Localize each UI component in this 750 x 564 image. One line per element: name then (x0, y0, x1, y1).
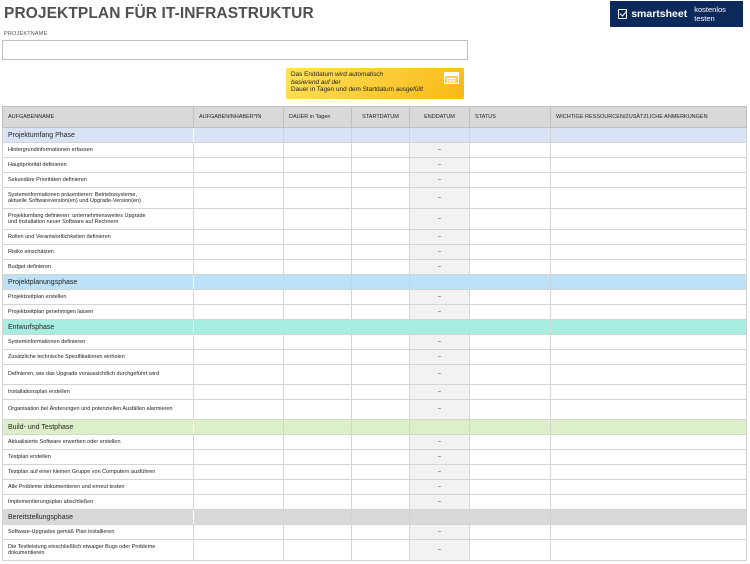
smartsheet-logo-icon (618, 9, 627, 19)
start-date-cell[interactable] (352, 435, 410, 450)
task-name-cell[interactable] (3, 245, 194, 260)
col-header-owner: AUFGABENINHABER*IN (194, 107, 284, 128)
owner-cell[interactable] (194, 143, 284, 158)
status-cell[interactable] (470, 400, 551, 420)
task-name-cell[interactable] (3, 525, 194, 540)
duration-cell[interactable] (284, 230, 352, 245)
notes-cell[interactable] (551, 305, 747, 320)
note-text-1a: Das Enddatum (291, 71, 336, 78)
task-name: Die Testleistung einschließlich etwaiger Bugs oder Probleme (8, 543, 156, 550)
task-name: Hauptpriorität definieren (8, 161, 67, 168)
status-cell[interactable] (470, 435, 551, 450)
duration-cell[interactable] (284, 305, 352, 320)
task-name: Rollen und Verantwortlichkeiten definieren (8, 233, 111, 240)
task-name: Organisation bei Änderungen und potenziellen Ausfällen alarmieren (8, 406, 173, 413)
table-row (3, 540, 747, 561)
task-name: Budget definieren (8, 263, 52, 270)
start-date-cell[interactable] (352, 465, 410, 480)
table-row (3, 143, 747, 158)
col-header-start: STARTDATUM (352, 107, 410, 128)
duration-cell[interactable] (284, 350, 352, 365)
note-text-2: basierend auf der (291, 78, 341, 86)
phase-cell (410, 420, 470, 435)
table-row (3, 245, 747, 260)
notes-cell[interactable] (551, 173, 747, 188)
status-cell[interactable] (470, 188, 551, 209)
note-text-1b: wird automatisch (335, 71, 384, 78)
phase-cell (410, 320, 470, 335)
brand-name: smartsheet (631, 8, 688, 20)
notes-cell[interactable] (551, 385, 747, 400)
table-row (3, 188, 747, 209)
duration-cell[interactable] (284, 335, 352, 350)
owner-cell[interactable] (194, 158, 284, 173)
duration-cell[interactable] (284, 260, 352, 275)
owner-cell[interactable] (194, 209, 284, 230)
end-date-cell: – (410, 350, 470, 365)
owner-cell[interactable] (194, 480, 284, 495)
notes-cell[interactable] (551, 480, 747, 495)
task-name-cell[interactable] (3, 540, 194, 561)
phase-cell (352, 320, 410, 335)
duration-cell[interactable] (284, 385, 352, 400)
duration-cell[interactable] (284, 245, 352, 260)
status-cell[interactable] (470, 290, 551, 305)
task-name-line2: dokumentieren (8, 550, 45, 556)
task-name-cell[interactable] (3, 385, 194, 400)
phase-row (3, 128, 747, 143)
owner-cell[interactable] (194, 230, 284, 245)
status-cell[interactable] (470, 209, 551, 230)
table-row (3, 158, 747, 173)
start-date-cell[interactable] (352, 143, 410, 158)
notes-cell[interactable] (551, 525, 747, 540)
owner-cell[interactable] (194, 495, 284, 510)
phase-cell (470, 320, 551, 335)
task-name-cell[interactable] (3, 188, 194, 209)
task-name-cell[interactable] (3, 450, 194, 465)
owner-cell[interactable] (194, 385, 284, 400)
owner-cell[interactable] (194, 525, 284, 540)
task-name: Aktualisierte Software erwerben oder erstellen (8, 438, 121, 445)
status-cell[interactable] (470, 480, 551, 495)
phase-cell (551, 420, 747, 435)
status-cell[interactable] (470, 335, 551, 350)
task-name: Hintergrundinformationen erfassen (8, 146, 93, 153)
table-row (3, 305, 747, 320)
col-header-status: STATUS (470, 107, 551, 128)
start-date-cell[interactable] (352, 209, 410, 230)
duration-cell[interactable] (284, 400, 352, 420)
phase-cell (284, 128, 352, 143)
page-title: PROJEKTPLAN FÜR IT-INFRASTRUKTUR (4, 5, 314, 22)
task-name: Alle Probleme dokumentieren und erneut testen (8, 483, 125, 490)
table-row (3, 335, 747, 350)
table-row (3, 260, 747, 275)
end-date-cell: – (410, 335, 470, 350)
phase-title: Projektplanungsphase (3, 275, 194, 290)
phase-cell (352, 510, 410, 525)
trial-link[interactable]: kostenlos testen (694, 5, 726, 23)
table-row (3, 365, 747, 385)
start-date-cell[interactable] (352, 480, 410, 495)
phase-cell (194, 510, 284, 525)
table-row (3, 525, 747, 540)
task-name: Projektzeitplan erstellen (8, 293, 67, 300)
end-date-cell: – (410, 260, 470, 275)
end-date-cell: – (410, 450, 470, 465)
owner-cell[interactable] (194, 245, 284, 260)
duration-cell[interactable] (284, 480, 352, 495)
start-date-cell[interactable] (352, 173, 410, 188)
end-date-cell: – (410, 209, 470, 230)
phase-cell (194, 420, 284, 435)
owner-cell[interactable] (194, 450, 284, 465)
phase-title: Build- und Testphase (3, 420, 194, 435)
task-name-line2: aktuelle Softwareversion(en) und Upgrade-Version(en) (8, 198, 141, 204)
start-date-cell[interactable] (352, 495, 410, 510)
duration-cell[interactable] (284, 495, 352, 510)
status-cell[interactable] (470, 173, 551, 188)
table-row (3, 465, 747, 480)
phase-title: Entwurfsphase (3, 320, 194, 335)
task-name-cell[interactable] (3, 305, 194, 320)
table-row (3, 450, 747, 465)
notes-cell[interactable] (551, 465, 747, 480)
task-name: Projektzeitplan genehmigen lassen (8, 308, 94, 315)
task-name: Systeminformationen präsentieren: Betriebssysteme, (8, 191, 138, 198)
start-date-cell[interactable] (352, 305, 410, 320)
task-name: Risiko einschätzen (8, 248, 54, 255)
task-name-cell[interactable] (3, 350, 194, 365)
owner-cell[interactable] (194, 435, 284, 450)
end-date-cell: – (410, 245, 470, 260)
task-name-cell[interactable] (3, 158, 194, 173)
task-name-cell[interactable] (3, 465, 194, 480)
notes-cell[interactable] (551, 335, 747, 350)
project-plan-table (2, 106, 747, 561)
phase-cell (410, 128, 470, 143)
phase-cell (284, 420, 352, 435)
task-name: Testplan erstellen (8, 453, 51, 460)
start-date-cell[interactable] (352, 188, 410, 209)
table-row (3, 400, 747, 420)
task-name-cell[interactable] (3, 335, 194, 350)
col-header-end: ENDDATUM (410, 107, 470, 128)
duration-cell[interactable] (284, 525, 352, 540)
task-name-cell[interactable] (3, 143, 194, 158)
phase-cell (284, 275, 352, 290)
task-name-cell[interactable] (3, 365, 194, 385)
table-row (3, 209, 747, 230)
col-header-duration: DAUER in Tagen (284, 107, 352, 128)
start-date-cell[interactable] (352, 540, 410, 561)
notes-cell[interactable] (551, 290, 747, 305)
smartsheet-trial-banner[interactable] (610, 1, 743, 27)
task-name: Systeminformationen definieren (8, 338, 86, 345)
duration-cell[interactable] (284, 365, 352, 385)
task-name: Installationsplan erstellen (8, 388, 70, 395)
start-date-cell[interactable] (352, 335, 410, 350)
project-name-input[interactable] (2, 40, 468, 60)
status-cell[interactable] (470, 525, 551, 540)
col-header-notes: WICHTIGE RESSOURCEN/ZUSÄTZLICHE ANMERKUNGEN (551, 107, 747, 128)
task-name: Software-Upgrades gemäß Plan installieren (8, 528, 115, 535)
calendar-icon (444, 72, 459, 84)
task-name-cell[interactable] (3, 209, 194, 230)
end-date-cell: – (410, 143, 470, 158)
phase-cell (352, 128, 410, 143)
phase-title: Projektumfang Phase (3, 128, 194, 143)
notes-cell[interactable] (551, 209, 747, 230)
status-cell[interactable] (470, 385, 551, 400)
note-text-3b: ausgefüllt (395, 86, 424, 94)
start-date-cell[interactable] (352, 400, 410, 420)
notes-cell[interactable] (551, 188, 747, 209)
project-name-label: PROJEKTNAME (4, 31, 48, 37)
start-date-cell[interactable] (352, 525, 410, 540)
table-row (3, 290, 747, 305)
duration-cell[interactable] (284, 465, 352, 480)
duration-cell[interactable] (284, 540, 352, 561)
owner-cell[interactable] (194, 290, 284, 305)
phase-cell (470, 420, 551, 435)
status-cell[interactable] (470, 260, 551, 275)
start-date-cell[interactable] (352, 260, 410, 275)
phase-cell (352, 275, 410, 290)
duration-cell[interactable] (284, 290, 352, 305)
duration-cell[interactable] (284, 188, 352, 209)
table-row (3, 173, 747, 188)
phase-cell (410, 275, 470, 290)
owner-cell[interactable] (194, 400, 284, 420)
phase-row (3, 275, 747, 290)
status-cell[interactable] (470, 450, 551, 465)
duration-cell[interactable] (284, 450, 352, 465)
duration-cell[interactable] (284, 209, 352, 230)
owner-cell[interactable] (194, 173, 284, 188)
table-row (3, 495, 747, 510)
task-name-cell[interactable] (3, 400, 194, 420)
end-date-cell: – (410, 173, 470, 188)
owner-cell[interactable] (194, 188, 284, 209)
phase-cell (470, 128, 551, 143)
col-header-task: AUFGABENNAME (3, 107, 194, 128)
task-name-cell[interactable] (3, 260, 194, 275)
table-row (3, 435, 747, 450)
notes-cell[interactable] (551, 435, 747, 450)
notes-cell[interactable] (551, 450, 747, 465)
phase-row (3, 420, 747, 435)
task-name-cell[interactable] (3, 290, 194, 305)
phase-cell (551, 510, 747, 525)
notes-cell[interactable] (551, 400, 747, 420)
end-date-cell: – (410, 525, 470, 540)
end-date-cell: – (410, 540, 470, 561)
end-date-cell: – (410, 158, 470, 173)
owner-cell[interactable] (194, 540, 284, 561)
phase-title: Bereitstellungsphase (3, 510, 194, 525)
task-name-cell[interactable] (3, 480, 194, 495)
task-name-line2: und Installation neuer Software auf Rechnern (8, 219, 119, 225)
end-date-cell: – (410, 480, 470, 495)
table-header-row (3, 107, 747, 128)
phase-cell (284, 320, 352, 335)
task-name: Implementierungsplan abschließen (8, 498, 94, 505)
end-date-cell: – (410, 435, 470, 450)
phase-cell (194, 320, 284, 335)
owner-cell[interactable] (194, 350, 284, 365)
phase-row (3, 320, 747, 335)
phase-cell (194, 128, 284, 143)
notes-cell[interactable] (551, 260, 747, 275)
note-text-3a: Dauer in Tagen und dem Startdatum (291, 86, 396, 94)
phase-cell (551, 275, 747, 290)
status-cell[interactable] (470, 465, 551, 480)
start-date-cell[interactable] (352, 450, 410, 465)
phase-cell (551, 320, 747, 335)
phase-cell (410, 510, 470, 525)
task-name-cell[interactable] (3, 173, 194, 188)
end-date-cell: – (410, 495, 470, 510)
end-date-cell: – (410, 465, 470, 480)
table-row (3, 480, 747, 495)
status-cell[interactable] (470, 230, 551, 245)
start-date-cell[interactable] (352, 350, 410, 365)
task-name: Sekundäre Prioritäten definieren (8, 176, 87, 183)
phase-cell (551, 128, 747, 143)
duration-cell[interactable] (284, 173, 352, 188)
task-name-cell[interactable] (3, 435, 194, 450)
end-date-cell: – (410, 400, 470, 420)
status-cell[interactable] (470, 305, 551, 320)
end-date-cell: – (410, 230, 470, 245)
notes-cell[interactable] (551, 350, 747, 365)
owner-cell[interactable] (194, 465, 284, 480)
start-date-cell[interactable] (352, 385, 410, 400)
start-date-cell[interactable] (352, 245, 410, 260)
phase-cell (284, 510, 352, 525)
owner-cell[interactable] (194, 365, 284, 385)
end-date-cell: – (410, 365, 470, 385)
task-name-cell[interactable] (3, 495, 194, 510)
task-name: Testplan auf einer kleinen Gruppe von Computern ausführen (8, 468, 156, 475)
status-cell[interactable] (470, 245, 551, 260)
duration-cell[interactable] (284, 158, 352, 173)
start-date-cell[interactable] (352, 290, 410, 305)
task-name: Zusätzliche technische Spezifikationen einholen (8, 353, 125, 360)
notes-cell[interactable] (551, 365, 747, 385)
task-name: Definieren, wie das Upgrade voraussichtlich durchgeführt wird (8, 371, 160, 378)
status-cell[interactable] (470, 143, 551, 158)
status-cell[interactable] (470, 158, 551, 173)
status-cell[interactable] (470, 365, 551, 385)
status-cell[interactable] (470, 495, 551, 510)
duration-cell[interactable] (284, 435, 352, 450)
table-row (3, 350, 747, 365)
start-date-cell[interactable] (352, 365, 410, 385)
table-row (3, 230, 747, 245)
start-date-cell[interactable] (352, 230, 410, 245)
notes-cell[interactable] (551, 540, 747, 561)
owner-cell[interactable] (194, 335, 284, 350)
phase-cell (470, 275, 551, 290)
end-date-cell: – (410, 385, 470, 400)
notes-cell[interactable] (551, 245, 747, 260)
start-date-cell[interactable] (352, 158, 410, 173)
task-name-cell[interactable] (3, 230, 194, 245)
notes-cell[interactable] (551, 143, 747, 158)
end-date-cell: – (410, 290, 470, 305)
notes-cell[interactable] (551, 230, 747, 245)
end-date-note (286, 68, 464, 99)
duration-cell[interactable] (284, 143, 352, 158)
end-date-cell: – (410, 305, 470, 320)
phase-cell (352, 420, 410, 435)
end-date-cell: – (410, 188, 470, 209)
owner-cell[interactable] (194, 305, 284, 320)
phase-cell (194, 275, 284, 290)
phase-row (3, 510, 747, 525)
table-row (3, 385, 747, 400)
notes-cell[interactable] (551, 495, 747, 510)
notes-cell[interactable] (551, 158, 747, 173)
status-cell[interactable] (470, 540, 551, 561)
status-cell[interactable] (470, 350, 551, 365)
task-name: Projektumfang definieren: unternehmensweites Upgrade (8, 212, 146, 219)
phase-cell (470, 510, 551, 525)
owner-cell[interactable] (194, 260, 284, 275)
